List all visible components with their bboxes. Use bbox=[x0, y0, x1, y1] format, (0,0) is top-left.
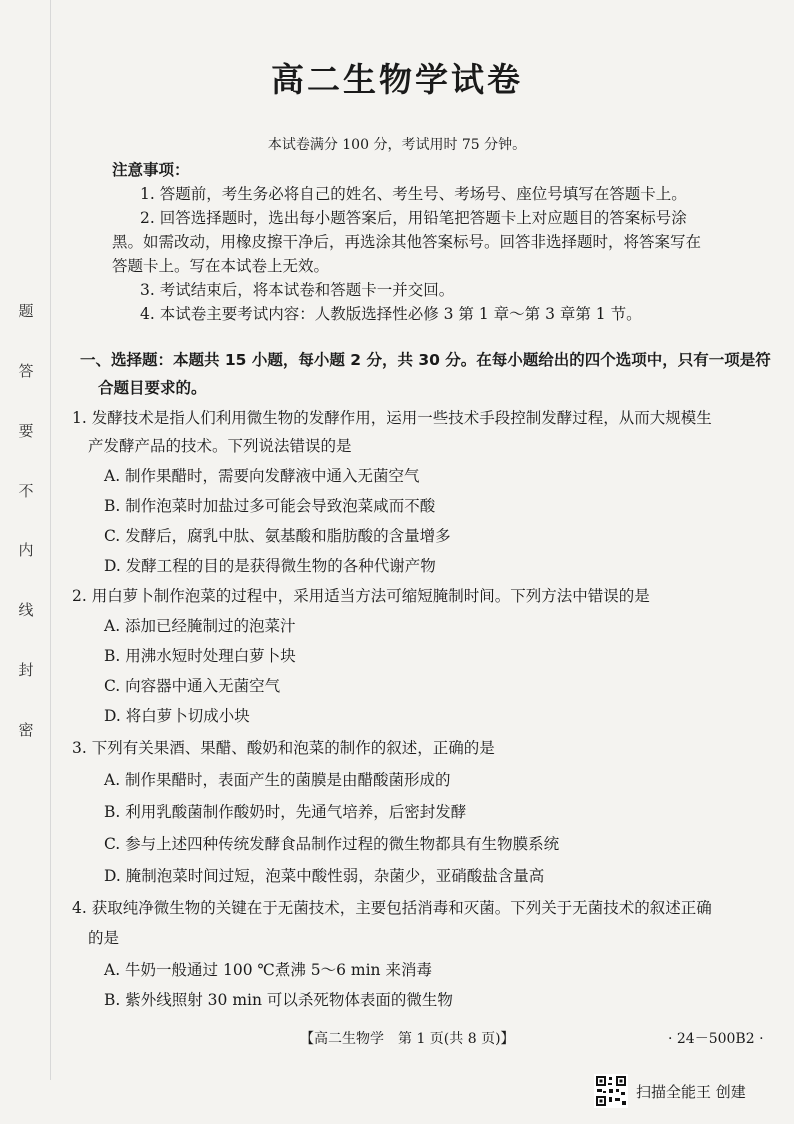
page-footer: 【高二生物学 第 1 页(共 8 页)】 bbox=[300, 1031, 515, 1047]
binding-char: 要 bbox=[18, 421, 34, 440]
question-stem: 1. 发酵技术是指人们利用微生物的发酵作用，运用一些技术手段控制发酵过程，从而大规模生 bbox=[72, 409, 712, 427]
option: B. 利用乳酸菌制作酸奶时，先通气培养，后密封发酵 bbox=[104, 803, 467, 821]
binding-char: 封 bbox=[18, 661, 34, 680]
option: B. 制作泡菜时加盐过多可能会导致泡菜咸而不酸 bbox=[104, 497, 436, 515]
option: B. 用沸水短时处理白萝卜块 bbox=[104, 647, 296, 665]
binding-char: 不 bbox=[18, 481, 34, 500]
question-stem: 3. 下列有关果酒、果醋、酸奶和泡菜的制作的叙述，正确的是 bbox=[72, 739, 495, 757]
section-heading: 一、选择题：本题共 15 小题，每小题 2 分，共 30 分。在每小题给出的四个选项中，只有一项是符 bbox=[80, 351, 771, 369]
option: D. 将白萝卜切成小块 bbox=[104, 707, 250, 725]
notice-line: 2. 回答选择题时，选出每小题答案后，用铅笔把答题卡上对应题目的答案标号涂 bbox=[140, 209, 687, 227]
binding-line bbox=[50, 0, 51, 1080]
question-stem: 2. 用白萝卜制作泡菜的过程中，采用适当方法可缩短腌制时间。下列方法中错误的是 bbox=[72, 587, 650, 605]
scanner-watermark bbox=[594, 1074, 746, 1108]
option: C. 发酵后，腐乳中肽、氨基酸和脂肪酸的含量增多 bbox=[104, 527, 451, 545]
notice-line: 1. 答题前，考生务必将自己的姓名、考生号、考场号、座位号填写在答题卡上。 bbox=[140, 185, 687, 203]
option: A. 牛奶一般通过 100 ℃煮沸 5～6 min 来消毒 bbox=[104, 961, 432, 979]
option: C. 向容器中通入无菌空气 bbox=[104, 677, 281, 695]
option: A. 制作果醋时，表面产生的菌膜是由醋酸菌形成的 bbox=[104, 771, 451, 789]
question-stem: 产发酵产品的技术。下列说法错误的是 bbox=[88, 437, 352, 455]
watermark-text: 扫描全能王 创建 bbox=[636, 1082, 746, 1101]
option: C. 参与上述四种传统发酵食品制作过程的微生物都具有生物膜系统 bbox=[104, 835, 560, 853]
option: A. 制作果醋时，需要向发酵液中通入无菌空气 bbox=[104, 467, 420, 485]
binding-char: 题 bbox=[18, 302, 34, 320]
question-stem: 的是 bbox=[88, 929, 120, 947]
binding-char: 内 bbox=[18, 541, 34, 560]
paper-code: · 24－500B2 · bbox=[668, 1031, 764, 1047]
exam-title: 高二生物学试卷 bbox=[271, 60, 523, 99]
question-stem: 4. 获取纯净微生物的关键在于无菌技术，主要包括消毒和灭菌。下列关于无菌技术的叙述正确 bbox=[72, 899, 712, 917]
binding-char: 密 bbox=[18, 720, 34, 739]
exam-subtitle: 本试卷满分 100 分，考试用时 75 分钟。 bbox=[267, 137, 527, 153]
binding-char: 线 bbox=[18, 601, 34, 620]
notice-line: 4. 本试卷主要考试内容：人教版选择性必修 3 第 1 章～第 3 章第 1 节。 bbox=[140, 305, 642, 323]
binding-char: 答 bbox=[18, 361, 34, 380]
qr-code-icon bbox=[594, 1074, 628, 1108]
notice-heading: 注意事项： bbox=[112, 161, 190, 179]
option: D. 发酵工程的目的是获得微生物的各种代谢产物 bbox=[104, 557, 436, 575]
binding-margin-text bbox=[14, 300, 38, 740]
notice-line: 答题卡上。写在本试卷上无效。 bbox=[112, 257, 330, 275]
option: D. 腌制泡菜时间过短，泡菜中酸性弱，杂菌少，亚硝酸盐含量高 bbox=[104, 867, 545, 885]
notice-line: 黑。如需改动，用橡皮擦干净后，再选涂其他答案标号。回答非选择题时，将答案写在 bbox=[112, 233, 702, 251]
option: B. 紫外线照射 30 min 可以杀死物体表面的微生物 bbox=[104, 991, 453, 1009]
section-heading-cont: 合题目要求的。 bbox=[98, 379, 207, 397]
option: A. 添加已经腌制过的泡菜汁 bbox=[104, 617, 296, 635]
notice-line: 3. 考试结束后，将本试卷和答题卡一并交回。 bbox=[140, 281, 455, 299]
